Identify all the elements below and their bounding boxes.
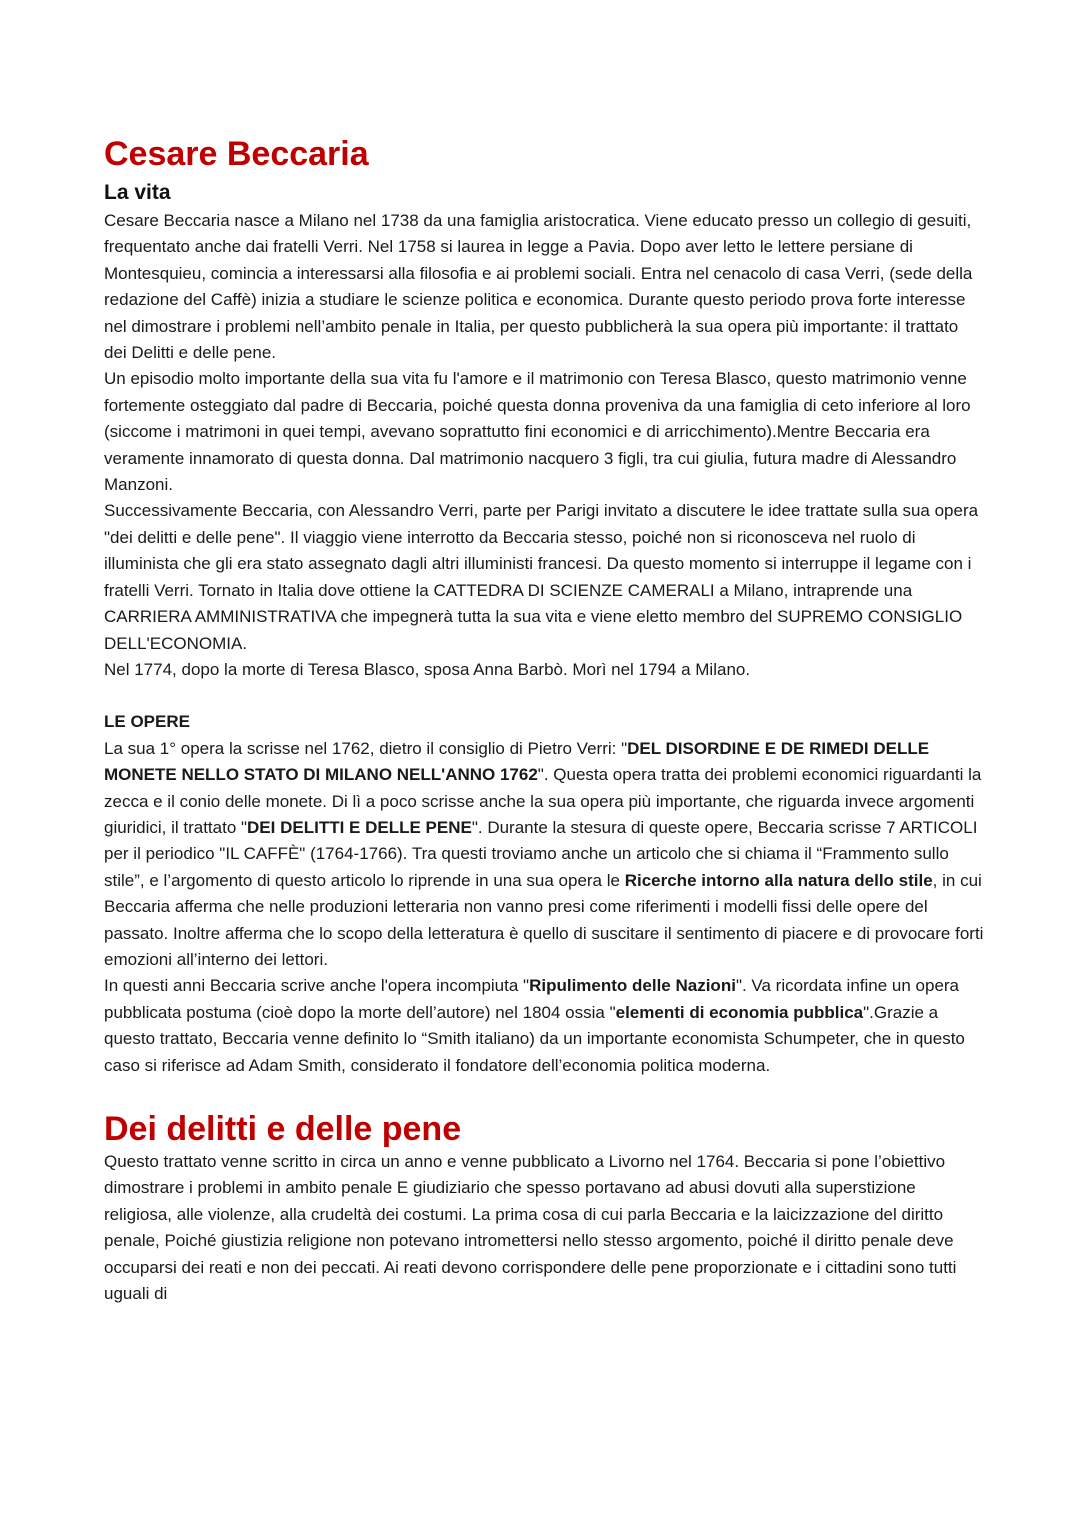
spacer (104, 683, 984, 709)
delitti-paragraph-1: Questo trattato venne scritto in circa un anno e venne pubblicato a Livorno nel 1764. Beccaria si pone l’obiettivo dimostrare i problemi in ambito penale E giudiziario che spesso portavano ad abusi dovuti alla superstizione religiosa, alle violenze, alla crudeltà dei costumi. La prima cosa di cui parla Beccaria e la laicizzazione del diritto penale, Poiché giustizia religione non potevano intromettersi nello stesso argomento, poiché il diritto penale deve occuparsi dei reati e non dei peccati. Ai reati devono corrispondere delle pene proporzionate e i cittadini sono tutti uguali di (104, 1152, 957, 1304)
bold-title-elementi: elementi di economia pubblica (615, 1002, 864, 1022)
bold-title-disordine: DEL DISORDINE E DE RIMEDI DELLE MONETE NELLO STATO DI MILANO NELL'ANNO 1762 (104, 738, 930, 785)
document-title: Cesare Beccaria (104, 135, 369, 173)
text-run: ". Durante la stesura di queste opere, Beccaria scrisse 7 ARTICOLI per il periodico "IL CAFFÈ" (1764-1766). Tra questi troviamo anche un articolo che si chiama il “Frammento sullo stile”, e l’argomento di questo articolo lo riprende in una sua opera le (104, 817, 978, 890)
text-run: ". Va ricordata infine un opera pubblicata postuma (cioè dopo la morte dell’autore) nel 1804 ossia " (104, 976, 960, 1022)
section-heading-opere: LE OPERE (104, 712, 190, 732)
text-run: La sua 1° opera la scrisse nel 1762, dietro il consiglio di Pietro Verri: " (104, 738, 628, 758)
document-page (104, 132, 984, 1307)
vita-paragraph-3: Successivamente Beccaria, con Alessandro Verri, parte per Parigi invitato a discutere le idee trattate sulla sua opera "dei delitti e delle pene". Il viaggio viene interrotto da Beccaria stesso, poiché non si riconosceva nel ruolo di illuminista che gli era stato assegnato dagli altri illuministi francesi. Da questo momento si interruppe il legame con i fratelli Verri. Tornato in Italia dove ottiene la CATTEDRA DI SCIENZE CAMERALI a Milano, intraprende una CARRIERA AMMINISTRATIVA che impegnerà tutta la sua vita e viene eletto membro del SUPREMO CONSIGLIO DELL'ECONOMIA. (104, 501, 979, 653)
section-heading-vita: La vita (104, 181, 171, 204)
text-run: In questi anni Beccaria scrive anche l'opera incompiuta " (104, 976, 530, 996)
bold-title-ricerche: Ricerche intorno alla natura dello stile (624, 870, 933, 890)
opere-paragraph-2 (104, 973, 984, 1079)
bold-title-ripulimento: Ripulimento delle Nazioni (529, 976, 736, 996)
bold-title-delitti: DEI DELITTI E DELLE PENE (247, 817, 472, 837)
text-run: , in cui Beccaria afferma che nelle produzioni letteraria non vanno presi come riferimenti i modelli fissi delle opere del passato. Inoltre afferma che lo scopo della letteratura è quello di suscitare il sentimento di piacere e di provocare forti emozioni all’interno dei lettori. (104, 870, 984, 969)
text-run: ". Questa opera tratta dei problemi economici riguardanti la zecca e il conio delle monete. Di lì a poco scrisse anche la sua opera più importante, che riguarda invece argomenti giuridici, il trattato " (104, 765, 982, 837)
vita-paragraph-4: Nel 1774, dopo la morte di Teresa Blasco, sposa Anna Barbò. Morì nel 1794 a Milano. (104, 659, 751, 679)
section-heading-delitti: Dei delitti e delle pene (104, 1110, 462, 1148)
text-run: ".Grazie a questo trattato, Beccaria venne definito lo “Smith italiano) da un importante economista Schumpeter, che in questo caso si riferisce ad Adam Smith, considerato il fondatore dell’economia politica moderna. (104, 1002, 965, 1075)
opere-paragraph-1 (104, 736, 984, 974)
vita-paragraph-2: Un episodio molto importante della sua vita fu l'amore e il matrimonio con Teresa Blasco, questo matrimonio venne fortemente osteggiato dal padre di Beccaria, poiché questa donna proveniva da una famiglia di ceto inferiore al loro (siccome i matrimoni in quei tempi, avevano soprattutto fini economici e di arricchimento).Mentre Beccaria era veramente innamorato di questa donna. Dal matrimonio nacquero 3 figli, tra cui giulia, futura madre di Alessandro Manzoni. (104, 369, 971, 495)
vita-paragraph-1: Cesare Beccaria nasce a Milano nel 1738 da una famiglia aristocratica. Viene educato presso un collegio di gesuiti, frequentato anche dai fratelli Verri. Nel 1758 si laurea in legge a Pavia. Dopo aver letto le lettere persiane di Montesquieu, comincia a interessarsi alla filosofia e ai problemi sociali. Entra nel cenacolo di casa Verri, (sede della redazione del Caffè) inizia a studiare le scienze politica e economica. Durante questo periodo prova forte interesse nel dimostrare i problemi nell’ambito penale in Italia, per questo pubblicherà la sua opera più importante: il trattato dei Delitti e delle pene. (104, 211, 973, 363)
